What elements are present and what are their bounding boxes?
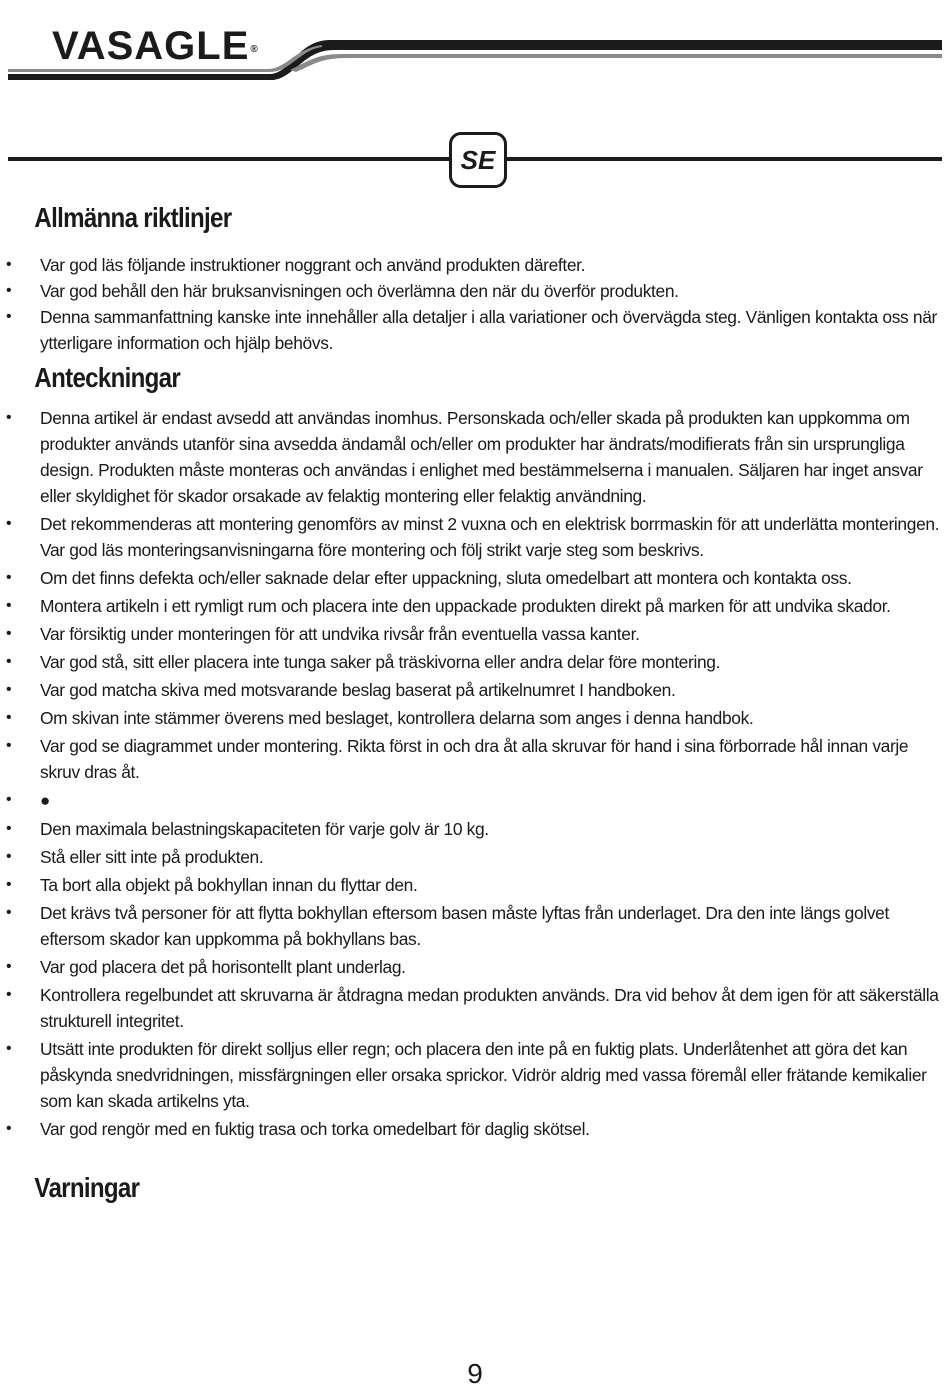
page-number: 9 — [467, 1358, 483, 1389]
list-item: • Denna sammanfattning kanske inte innehåller alla detaljer i alla variationer och övervägda steg. Vänligen kontakta oss när ytterligare information och hjälp behövs. — [0, 304, 950, 356]
list-item: • Den maximala belastningskapaciteten för varje golv är 10 kg. — [0, 816, 950, 842]
list-item: • Var god matcha skiva med motsvarande beslag baserat på artikelnumret I handboken. — [0, 677, 950, 703]
section-title-notes: Anteckningar — [34, 362, 181, 393]
language-row — [8, 132, 942, 186]
section-title-general: Allmänna riktlinjer — [34, 202, 232, 233]
divider-right — [507, 157, 942, 161]
list-item: • Var försiktig under monteringen för att undvika rivsår från eventuella vassa kanter. — [0, 621, 950, 647]
list-item: • Ta bort alla objekt på bokhyllan innan du flyttar den. — [0, 872, 950, 898]
list-item: • Var god placera det på horisontellt plant underlag. — [0, 954, 950, 980]
language-badge: SE — [449, 132, 507, 188]
list-item: • Var god stå, sitt eller placera inte tunga saker på träskivorna eller andra delar före montering. — [0, 649, 950, 675]
list-item: • Var god behåll den här bruksanvisningen och överlämna den när du överför produkten. — [0, 278, 950, 304]
list-item: • Det rekommenderas att montering genomförs av minst 2 vuxna och en elektrisk borrmaskin för att underlätta monteringen. Var god läs monteringsanvisningarna före montering och följ strikt varje steg som beskrivs. — [0, 511, 950, 563]
list-item: • Stå eller sitt inte på produkten. — [0, 844, 950, 870]
garbled-glyph-icon: ● — [40, 791, 50, 810]
list-item: • Var god rengör med en fuktig trasa och torka omedelbart för daglig skötsel. — [0, 1116, 950, 1142]
divider-left — [8, 157, 449, 161]
list-item: • Det krävs två personer för att flytta bokhyllan eftersom basen måste lyftas från underlaget. Dra den inte längs golvet eftersom skador kan uppkomma på bokhyllans bas. — [0, 900, 950, 952]
list-item: • Var god läs följande instruktioner noggrant och använd produkten därefter. — [0, 252, 950, 278]
list-item: • Denna artikel är endast avsedd att användas inomhus. Personskada och/eller skada på produkten kan uppkomma om produkter används utanför sina avsedda ändamål och/eller om produkter har ändrats/modifierats från sin ursprungliga design. Produkten måste monteras och användas i enlighet med bestämmelserna i manualen. Säljaren har inget ansvar eller skyldighet för skador orsakade av felaktig montering eller felaktig användning. — [0, 405, 950, 509]
general-guidelines-list — [0, 252, 950, 356]
page-header — [0, 0, 950, 90]
list-item: • Utsätt inte produkten för direkt solljus eller regn; och placera den inte på en fuktig plats. Underlåtenhet att göra det kan påskynda snedvridningen, missfärgningen eller orsaka sprickor. Vidrör aldrig med vassa föremål eller frätande kemikalier som kan skada artikelns yta. — [0, 1036, 950, 1114]
page-content — [0, 196, 950, 1204]
list-item: • Kontrollera regelbundet att skruvarna är åtdragna medan produkten används. Dra vid behov åt dem igen för att säkerställa strukturell integritet. — [0, 982, 950, 1034]
section-title-warnings: Varningar — [34, 1172, 140, 1203]
list-item: • Om det finns defekta och/eller saknade delar efter uppackning, sluta omedelbart att montera och kontakta oss. — [0, 565, 950, 591]
list-item: • Om skivan inte stämmer överens med beslaget, kontrollera delarna som anges i denna handbok. — [0, 705, 950, 731]
list-item — [0, 787, 950, 814]
list-item: • Var god se diagrammet under montering. Rikta först in och dra åt alla skruvar för hand i sina förborrade hål innan varje skruv dras åt. — [0, 733, 950, 785]
brand-logo: VASAGLE® — [52, 24, 259, 68]
notes-list — [0, 405, 950, 1142]
list-item: • Montera artikeln i ett rymligt rum och placera inte den uppackade produkten direkt på marken för att undvika skador. — [0, 593, 950, 619]
